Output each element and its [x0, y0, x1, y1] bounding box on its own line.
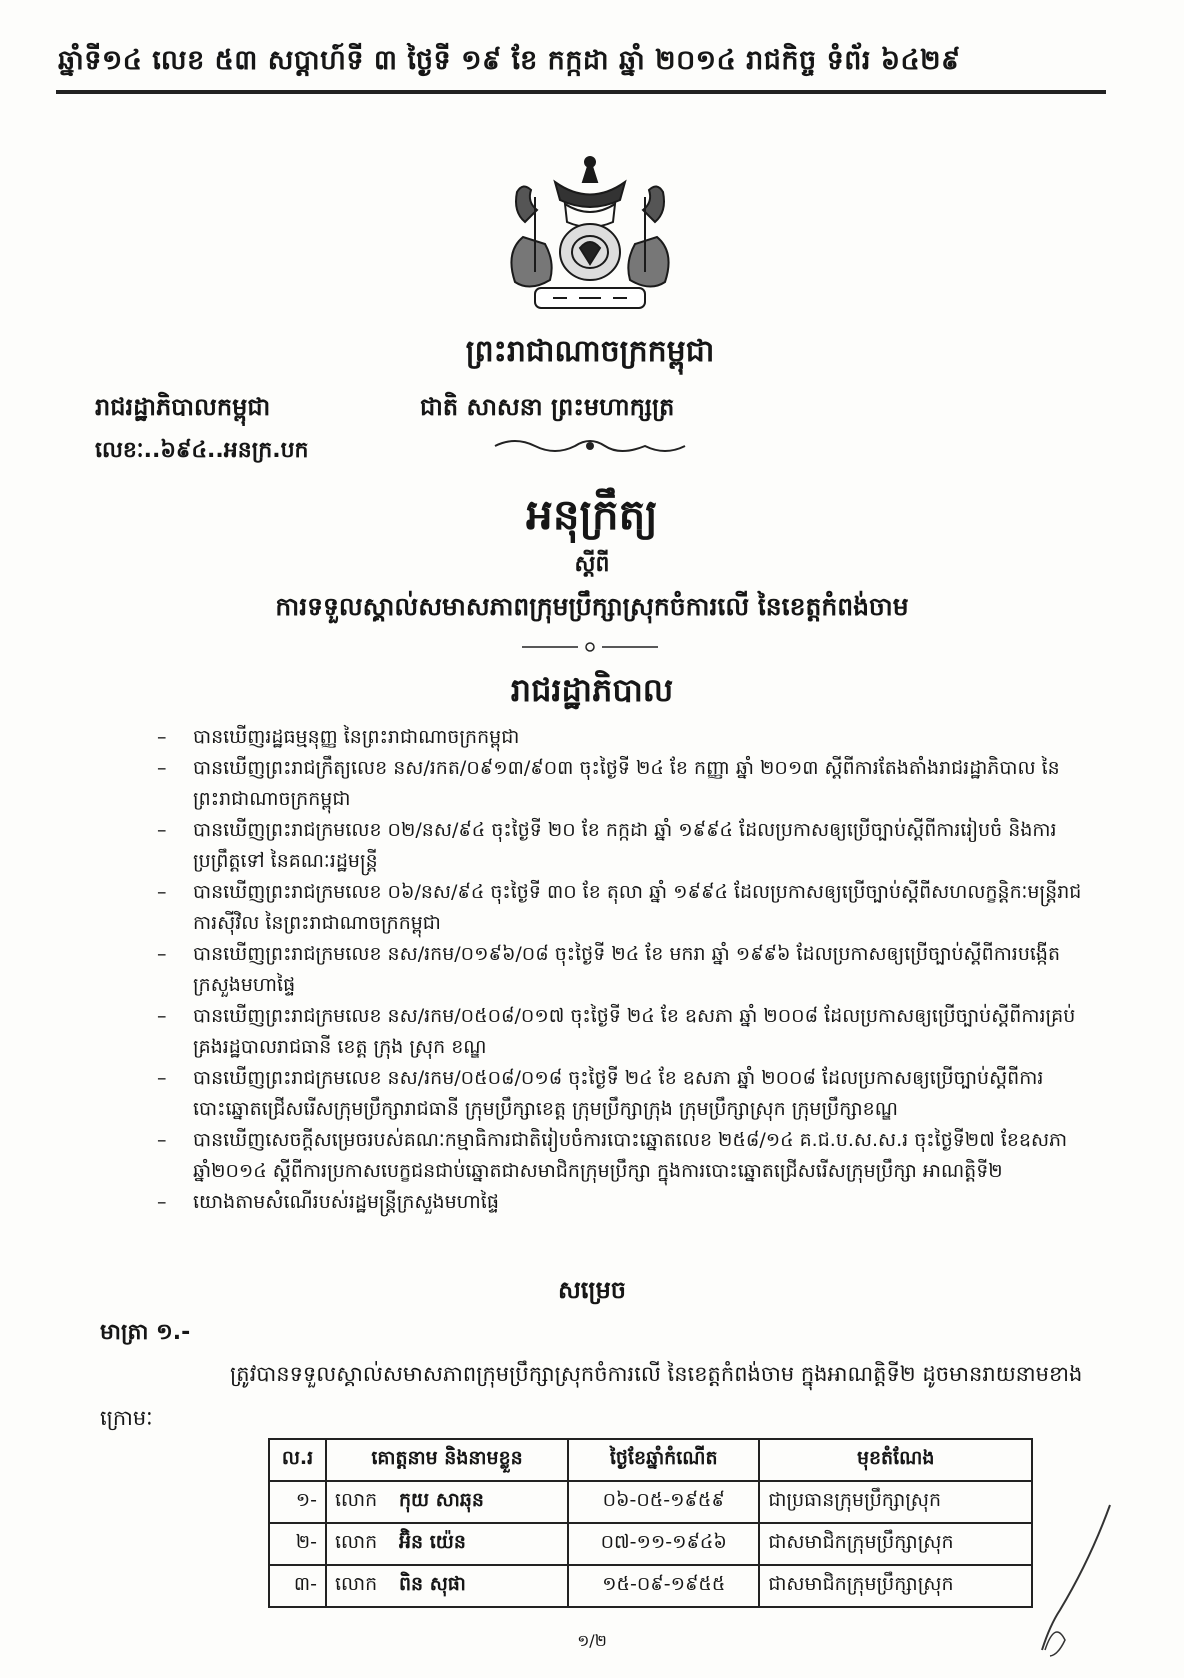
table-row [269, 1481, 1032, 1523]
position: ជាសមាជិកក្រុមប្រឹក្សាស្រុក [759, 1565, 1032, 1607]
motto-flourish [490, 434, 690, 458]
government-name: រាជរដ្ឋាភិបាលកម្ពុជា [95, 393, 271, 421]
column-header-name: គោត្តនាម និងនាមខ្លួន [326, 1439, 568, 1481]
gazette-header: ឆ្នាំទី១៤ លេខ ៥៣ សប្តាហ៍ទី ៣ ថ្ងៃទី ១៩ ខែ កក្កដា ឆ្នាំ ២០១៤ រាជកិច្ច ទំព័រ ៦៤២៩ [58, 45, 961, 76]
table-header-row [269, 1439, 1032, 1481]
birth-date: ០៧-១១-១៩៤៦ [568, 1523, 759, 1565]
preamble-list [157, 722, 1099, 1218]
national-motto: ជាតិ សាសនា ព្រះមហាក្សត្រ [420, 393, 675, 421]
birth-date: ១៥-០៩-១៩៥៥ [568, 1565, 759, 1607]
column-header-position: មុខតំណែង [759, 1439, 1032, 1481]
preamble-item: – បានឃើញសេចក្តីសម្រេចរបស់គណៈកម្មាធិការជាតិរៀបចំការបោះឆ្នោតលេខ ២៥៨/១៤ គ.ជ.ប.ស.ស.រ ចុះថ្ងៃទី២៧ ខែឧសភា ឆ្នាំ២០១៤ ស្តីពីការប្រកាសបេក្ខជនជាប់ឆ្នោតជាសមាជិកក្រុមប្រឹក្សា ក្នុងការបោះឆ្នោតជ្រើសរើសក្រុមប្រឹក្សា អាណត្តិទី២ [157, 1129, 1068, 1182]
preamble-item: – បានឃើញព្រះរាជក្រមលេខ ០២/នស/៩៤ ចុះថ្ងៃទី ២០ ខែ កក្កដា ឆ្នាំ ១៩៩៤ ដែលប្រកាសឲ្យប្រើច្បាប់ស្តីពីការរៀបចំ និងការប្រព្រឹត្តទៅ នៃគណៈរដ្ឋមន្ត្រី [157, 819, 1057, 872]
row-number: ៣- [269, 1565, 326, 1607]
preamble-item: – បានឃើញព្រះរាជក្រមលេខ នស/រកម/០៥០៨/០១៨ ចុះថ្ងៃទី ២៤ ខែ ឧសភា ឆ្នាំ ២០០៨ ដែលប្រកាសឲ្យប្រើច្បាប់ស្តីពីការបោះឆ្នោតជ្រើសរើសក្រុមប្រឹក្សារាជធានី ក្រុមប្រឹក្សាខេត្ត ក្រុមប្រឹក្សាក្រុង ក្រុមប្រឹក្សាស្រុក ក្រុមប្រឹក្សាខណ្ឌ [157, 1067, 1044, 1120]
preamble-item: – បានឃើញព្រះរាជក្រមលេខ ០៦/នស/៩៤ ចុះថ្ងៃទី ៣០ ខែ តុលា ឆ្នាំ ១៩៩៤ ដែលប្រកាសឲ្យប្រើច្បាប់ស្តីពីសហលក្ខន្តិកៈមន្ត្រីរាជការស៊ីវិល នៃព្រះរាជាណាចក្រកម្ពុជា [157, 881, 1082, 934]
preamble-item: – យោងតាមសំណើរបស់រដ្ឋមន្ត្រីក្រសួងមហាផ្ទៃ [157, 1191, 499, 1213]
about-label: ស្តីពី [574, 552, 610, 577]
document-subject: ការទទួលស្គាល់សមាសភាពក្រុមប្រឹក្សាស្រុកចំការលើ នៃខេត្តកំពង់ចាម [275, 592, 909, 621]
page-number: ១/២ [577, 1631, 607, 1650]
preamble-item: – បានឃើញព្រះរាជក្រមលេខ នស/រកម/០៥០៨/០១៧ ចុះថ្ងៃទី ២៤ ខែ ឧសភា ឆ្នាំ ២០០៨ ដែលប្រកាសឲ្យប្រើច្បាប់ស្តីពីការគ្រប់គ្រងរដ្ឋបាលរាជធានី ខេត្ត ក្រុង ស្រុក ខណ្ឌ [157, 1005, 1076, 1058]
member-name-cell: លោក កុយ សាឆុន [326, 1481, 568, 1523]
position: ជាប្រធានក្រុមប្រឹក្សាស្រុក [759, 1481, 1032, 1523]
article-label: មាត្រា ១.- [100, 1320, 191, 1345]
section-title: រាជរដ្ឋាភិបាល [510, 671, 674, 709]
reference-number: លេខៈ..៦៩៤..អនក្រ.បក [95, 438, 309, 463]
member-name-cell: លោក ពិន សុផា [326, 1565, 568, 1607]
table-row [269, 1523, 1032, 1565]
preamble-item: – បានឃើញរដ្ឋធម្មនុញ្ញ នៃព្រះរាជាណាចក្រកម្ពុជា [157, 726, 520, 748]
royal-coat-of-arms-emblem [495, 152, 685, 317]
title-divider [520, 641, 660, 653]
header-rule [56, 90, 1106, 94]
row-number: ១- [269, 1481, 326, 1523]
article-body: ត្រូវបានទទួលស្គាល់សមាសភាពក្រុមប្រឹក្សាស្រុកចំការលើ នៃខេត្តកំពង់ចាម ក្នុងអាណត្តិទី២ ដូចមានរាយនាមខាងក្រោមៈ [100, 1362, 1083, 1430]
birth-date: ០៦-០៥-១៩៥៩ [568, 1481, 759, 1523]
row-number: ២- [269, 1523, 326, 1565]
preamble-item: – បានឃើញព្រះរាជក្រឹត្យលេខ នស/រកត/០៩១៣/៩០៣ ចុះថ្ងៃទី ២៤ ខែ កញ្ញា ឆ្នាំ ២០១៣ ស្តីពីការតែងតាំងរាជរដ្ឋាភិបាល នៃព្រះរាជាណាចក្រកម្ពុជា [157, 757, 1060, 810]
preamble-item: – បានឃើញព្រះរាជក្រមលេខ នស/រកម/០១៩៦/០៨ ចុះថ្ងៃទី ២៤ ខែ មករា ឆ្នាំ ១៩៩៦ ដែលប្រកាសឲ្យប្រើច្បាប់ស្តីពីការបង្កើតក្រសួងមហាផ្ទៃ [157, 943, 1061, 996]
decision-heading: សម្រេច [557, 1276, 627, 1304]
kingdom-name: ព្រះរាជាណាចក្រកម្ពុជា [465, 334, 715, 369]
column-header-dob: ថ្ងៃខែឆ្នាំកំណើត [568, 1439, 759, 1481]
column-header-number: ល.រ [269, 1439, 326, 1481]
position: ជាសមាជិកក្រុមប្រឹក្សាស្រុក [759, 1523, 1032, 1565]
table-row [269, 1565, 1032, 1607]
members-table [268, 1438, 1033, 1608]
document-type-title: អនុក្រឹត្យ [526, 490, 658, 539]
member-name-cell: លោក អ៊ិន យ៉េន [326, 1523, 568, 1565]
